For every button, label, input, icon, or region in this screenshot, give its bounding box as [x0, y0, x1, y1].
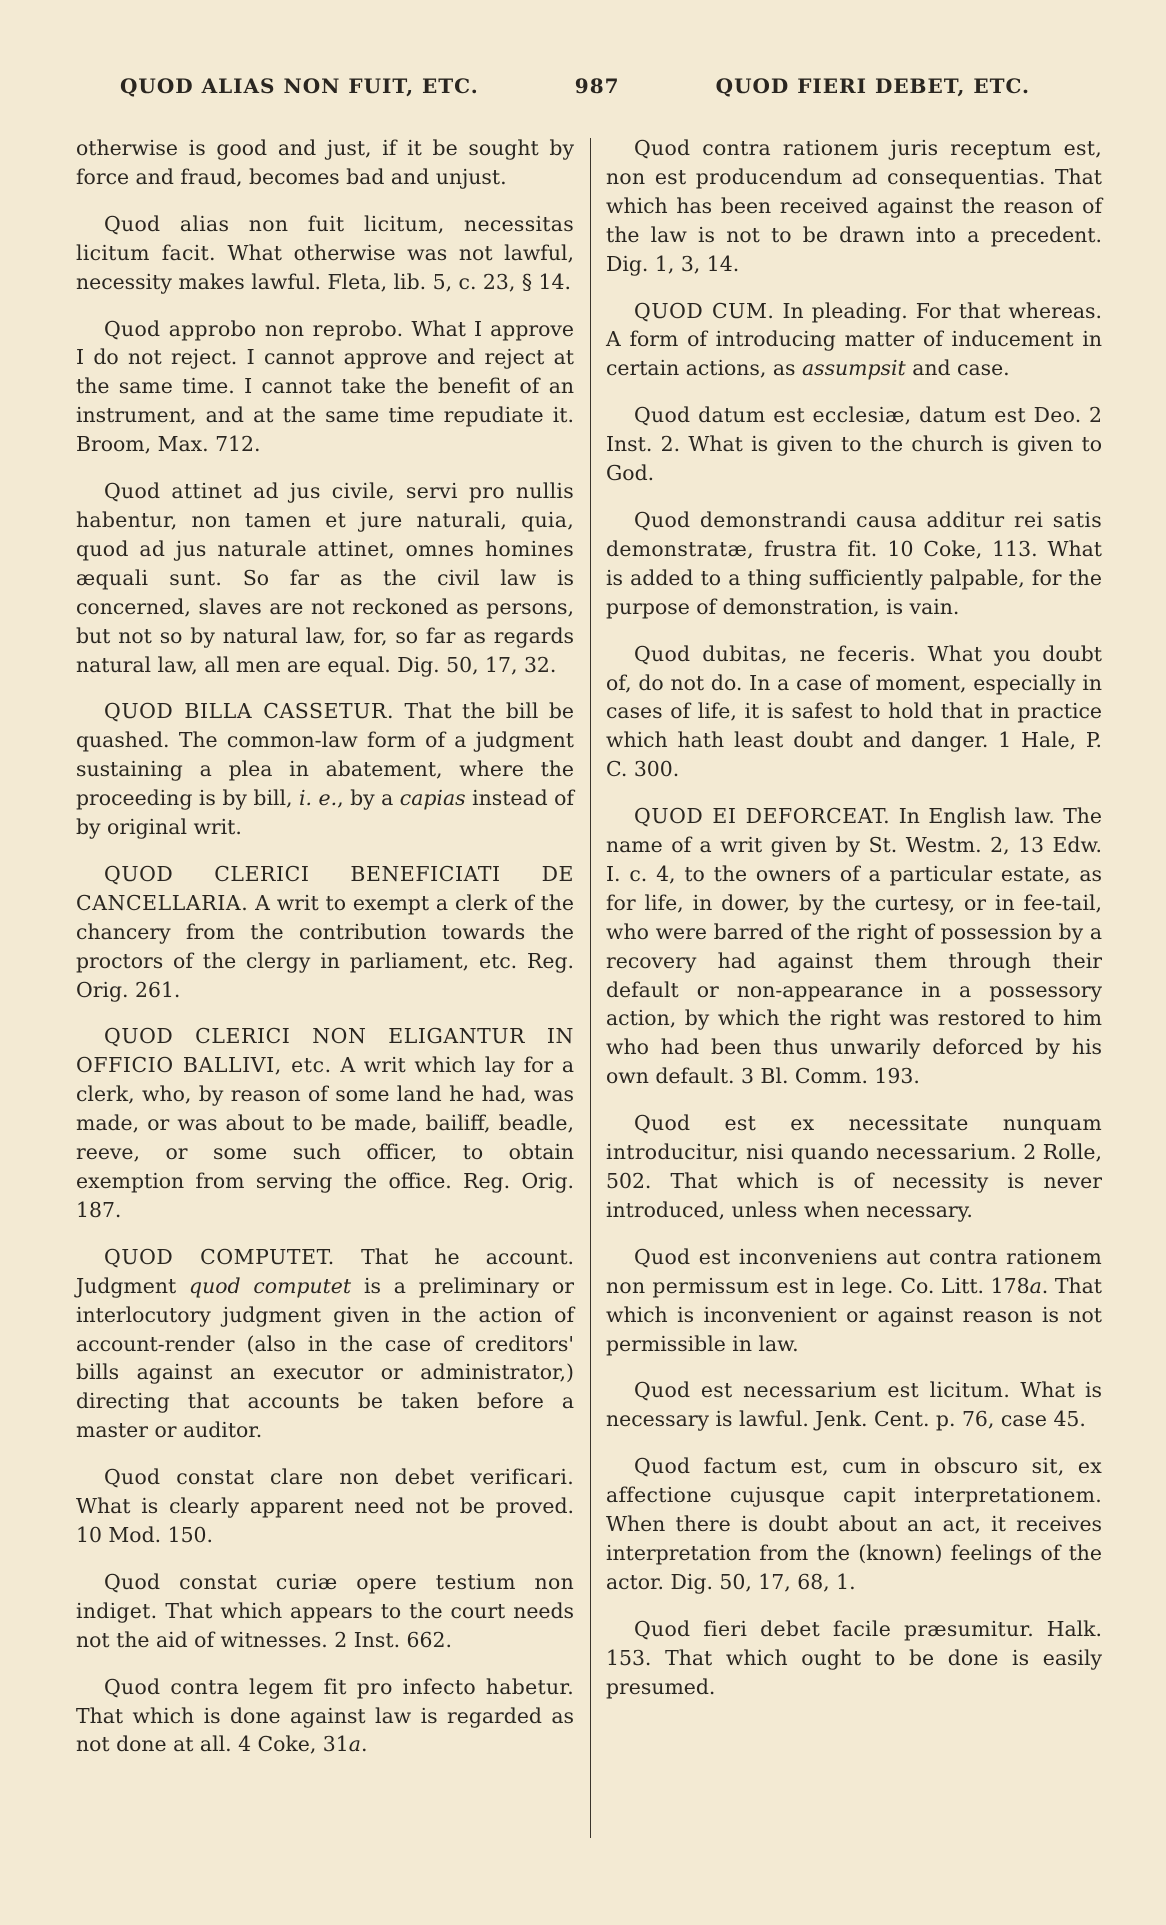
entry-body: What is necessary is lawful. Jenk. Cent. p. 76, case 45. [606, 1378, 1103, 1432]
entry-headword: Quod approbo non reprobo. [104, 316, 404, 341]
page-number: 987 [574, 74, 620, 98]
entry-italic: assumpsit [801, 356, 906, 381]
entry-body: That which is done against law is regarded as not done at all. 4 Coke, 31 [76, 1703, 574, 1757]
entry-body: What I approve I do not reject. I cannot approve and reject at the same time. I cannot take the benefit of an instrument, and at the same time repudiate it. Broom, Max. 712. [76, 316, 574, 457]
entry-headword: QUOD EI DEFORCEAT. [634, 804, 891, 829]
entry-quod-constat-clare [76, 1463, 574, 1550]
entry-body: 10 Coke, 113. What is added to a thing sufficiently palpable, for the purpose of demonstration, is vain. [606, 536, 1103, 619]
entry-body: What you doubt of, do not do. In a case of moment, especially in cases of life, it is safest to hold that in practice which hath least doubt and danger. 1 Hale, P. C. 300. [606, 641, 1102, 782]
entry-headword: Quod constat clare non debet verificari. [104, 1465, 574, 1490]
entry-quod-demonstrandi [606, 506, 1102, 622]
entry-headword: Quod dubitas, ne feceris. [634, 641, 917, 666]
entry-body: When there is doubt about an act, it receives interpretation from the (known) feelings of the actor. Dig. 50, 17, 68, 1. [606, 1512, 1102, 1594]
entry-quod-est-necessarium [606, 1376, 1102, 1434]
entry-headword: Quod contra legem fit pro infecto habetur. [104, 1674, 574, 1699]
entry-quod-clerici-beneficiati [76, 860, 574, 1005]
entry-headword: Quod alias non fuit licitum, necessitas licitum facit. [76, 211, 574, 265]
left-column [76, 134, 574, 1777]
column-divider [590, 138, 591, 1838]
entry-quod-clerici-non-eligantur [76, 1022, 574, 1224]
entry-headword: Quod fieri debet facile præsumitur. [634, 1616, 1035, 1641]
running-header [120, 74, 1030, 98]
entry-quod-ei-deforceat [606, 802, 1102, 1091]
entry-italic: a [1029, 1273, 1042, 1298]
entry-italic: i. e. [299, 786, 338, 811]
entry-headword: QUOD CUM. [634, 298, 775, 323]
right-column [606, 134, 1102, 1720]
header-left: QUOD ALIAS NON FUIT, ETC. [120, 74, 479, 98]
entry-body: What otherwise was not lawful, necessity makes lawful. Fleta, lib. 5, c. 23, § 14. [76, 240, 574, 294]
entry-quod-est-ex-necessitate [606, 1109, 1102, 1225]
entry-body: instead of by original writ. [76, 786, 574, 840]
entry-quod-factum [606, 1452, 1102, 1597]
entry-headword: QUOD CLERICI NON ELIGANTUR IN OFFICIO BALLIVI, etc. [76, 1024, 574, 1078]
entry-quod-billa-cassetur [76, 697, 574, 842]
entry-body: Halk. 153. That which ought to be done is easily presumed. [606, 1616, 1102, 1699]
entry-quod-computet [76, 1243, 574, 1445]
header-right: QUOD FIERI DEBET, ETC. [715, 74, 1030, 98]
entry-continuation [76, 134, 574, 192]
entry-body: In English law. The name of a writ given by St. Westm. 2, 13 Edw. I. c. 4, to the owners of a particular estate, as for life, in dower, by the curtesy, or in fee-tail, who were barred of the right of possession by a recovery had against them through their default or non-appearance in a possessory action, by which the right was restored to him who had been thus unwarily deforced by his own default. 3 Bl. Comm. 193. [606, 804, 1102, 1089]
entry-headword: QUOD CLERICI BENEFICIATI DE CANCELLARIA. [76, 861, 574, 915]
entry-headword: Quod constat curiæ opere testium non indiget. [76, 1569, 574, 1623]
entry-body: is a preliminary or interlocutory judgment given in the action of account-render (also in the case of creditors' bills against an executor or administrator,) directing that accounts be taken before a master or auditor. [76, 1273, 575, 1443]
entry-headword: Quod factum est, cum in obscuro sit, ex affectione cujusque capit interpretationem. [606, 1454, 1102, 1508]
entry-italic: a [348, 1732, 361, 1757]
entry-body: . [360, 1732, 368, 1757]
entry-body: . That which is inconvenient or against reason is not permissible in law. [606, 1273, 1102, 1356]
entry-italic: capias [399, 786, 466, 811]
entry-quod-contra-rationem [606, 134, 1102, 279]
entry-body: A writ which lay for a clerk, who, by reason of some land he had, was made, or was about to be made, bailiff, beadle, reeve, or some such officer, to obtain exemption from serving the office. Reg. Orig. 187. [76, 1053, 574, 1222]
entry-body: 2 Inst. 2. What is given to the church is given to God. [606, 403, 1102, 486]
entry-body: A writ to exempt a clerk of the chancery from the contribution towards the proctors of the clergy in parliament, etc. Reg. Orig. 261. [76, 890, 574, 1002]
entry-body: So far as the civil law is concerned, slaves are not reckoned as persons, but not so by natural law, for, so far as regards natural law, all men are equal. Dig. 50, 17, 32. [76, 565, 574, 677]
entry-body: That which appears to the court needs not the aid of witnesses. 2 Inst. 662. [76, 1598, 574, 1652]
entry-body: What is clearly apparent need not be proved. 10 Mod. 150. [76, 1494, 574, 1547]
entry-headword: Quod datum est ecclesiæ, datum est Deo. [634, 403, 1082, 428]
entry-quod-approbo [76, 315, 574, 460]
entry-quod-fieri [606, 1615, 1102, 1702]
entry-headword: QUOD BILLA CASSETUR. [104, 699, 395, 724]
entry-body: Co. Litt. 178 [893, 1273, 1030, 1298]
entry-quod-attinet [76, 477, 574, 679]
entry-body: and case. [905, 356, 1010, 381]
entry-body: That which has been received against the reason of the law is not to be drawn into a precedent. Dig. 1, 3, 14. [606, 164, 1102, 276]
entry-body: , by a [337, 786, 400, 811]
entry-quod-contra-legem [76, 1673, 574, 1760]
entry-quod-dubitas [606, 640, 1102, 785]
entry-headword: Quod est inconveniens aut contra rationem non permissum est in lege. [606, 1244, 1102, 1298]
entry-quod-est-inconveniens [606, 1243, 1102, 1359]
entry-body: 2 Rolle, 502. That which is of necessity is never introduced, unless when necessary. [606, 1140, 1102, 1222]
entry-headword: Quod attinet ad jus civile, servi pro nullis habentur, non tamen et jure naturali, quia, quod ad jus naturale attinet, omnes homines æquali sunt. [76, 479, 574, 590]
entry-quod-datum [606, 401, 1102, 488]
entry-body: In pleading. For that whereas. A form of introducing matter of inducement in certain actions, as [606, 298, 1103, 381]
entry-italic: quod computet [189, 1273, 352, 1298]
entry-headword: Quod est ex necessitate nunquam introducitur, nisi quando necessarium. [606, 1111, 1102, 1165]
entry-quod-alias [76, 210, 574, 297]
entry-body: That he account. Judgment [76, 1244, 574, 1298]
entry-headword: Quod est necessarium est licitum. [634, 1378, 1011, 1403]
entry-headword: QUOD COMPUTET. [104, 1244, 335, 1269]
entry-quod-cum [606, 297, 1102, 384]
entry-body: That the bill be quashed. The common-law form of a judgment sustaining a plea in abatement, where the proceeding is by bill, [76, 699, 574, 811]
entry-body: otherwise is good and just, if it be sought by force and fraud, becomes bad and unjust. [76, 136, 574, 189]
entry-quod-constat-curiae [76, 1568, 574, 1655]
entry-headword: Quod demonstrandi causa additur rei satis demonstratæ, frustra fit. [606, 507, 1102, 561]
entry-headword: Quod contra rationem juris receptum est, non est producendum ad consequentias. [606, 136, 1102, 189]
